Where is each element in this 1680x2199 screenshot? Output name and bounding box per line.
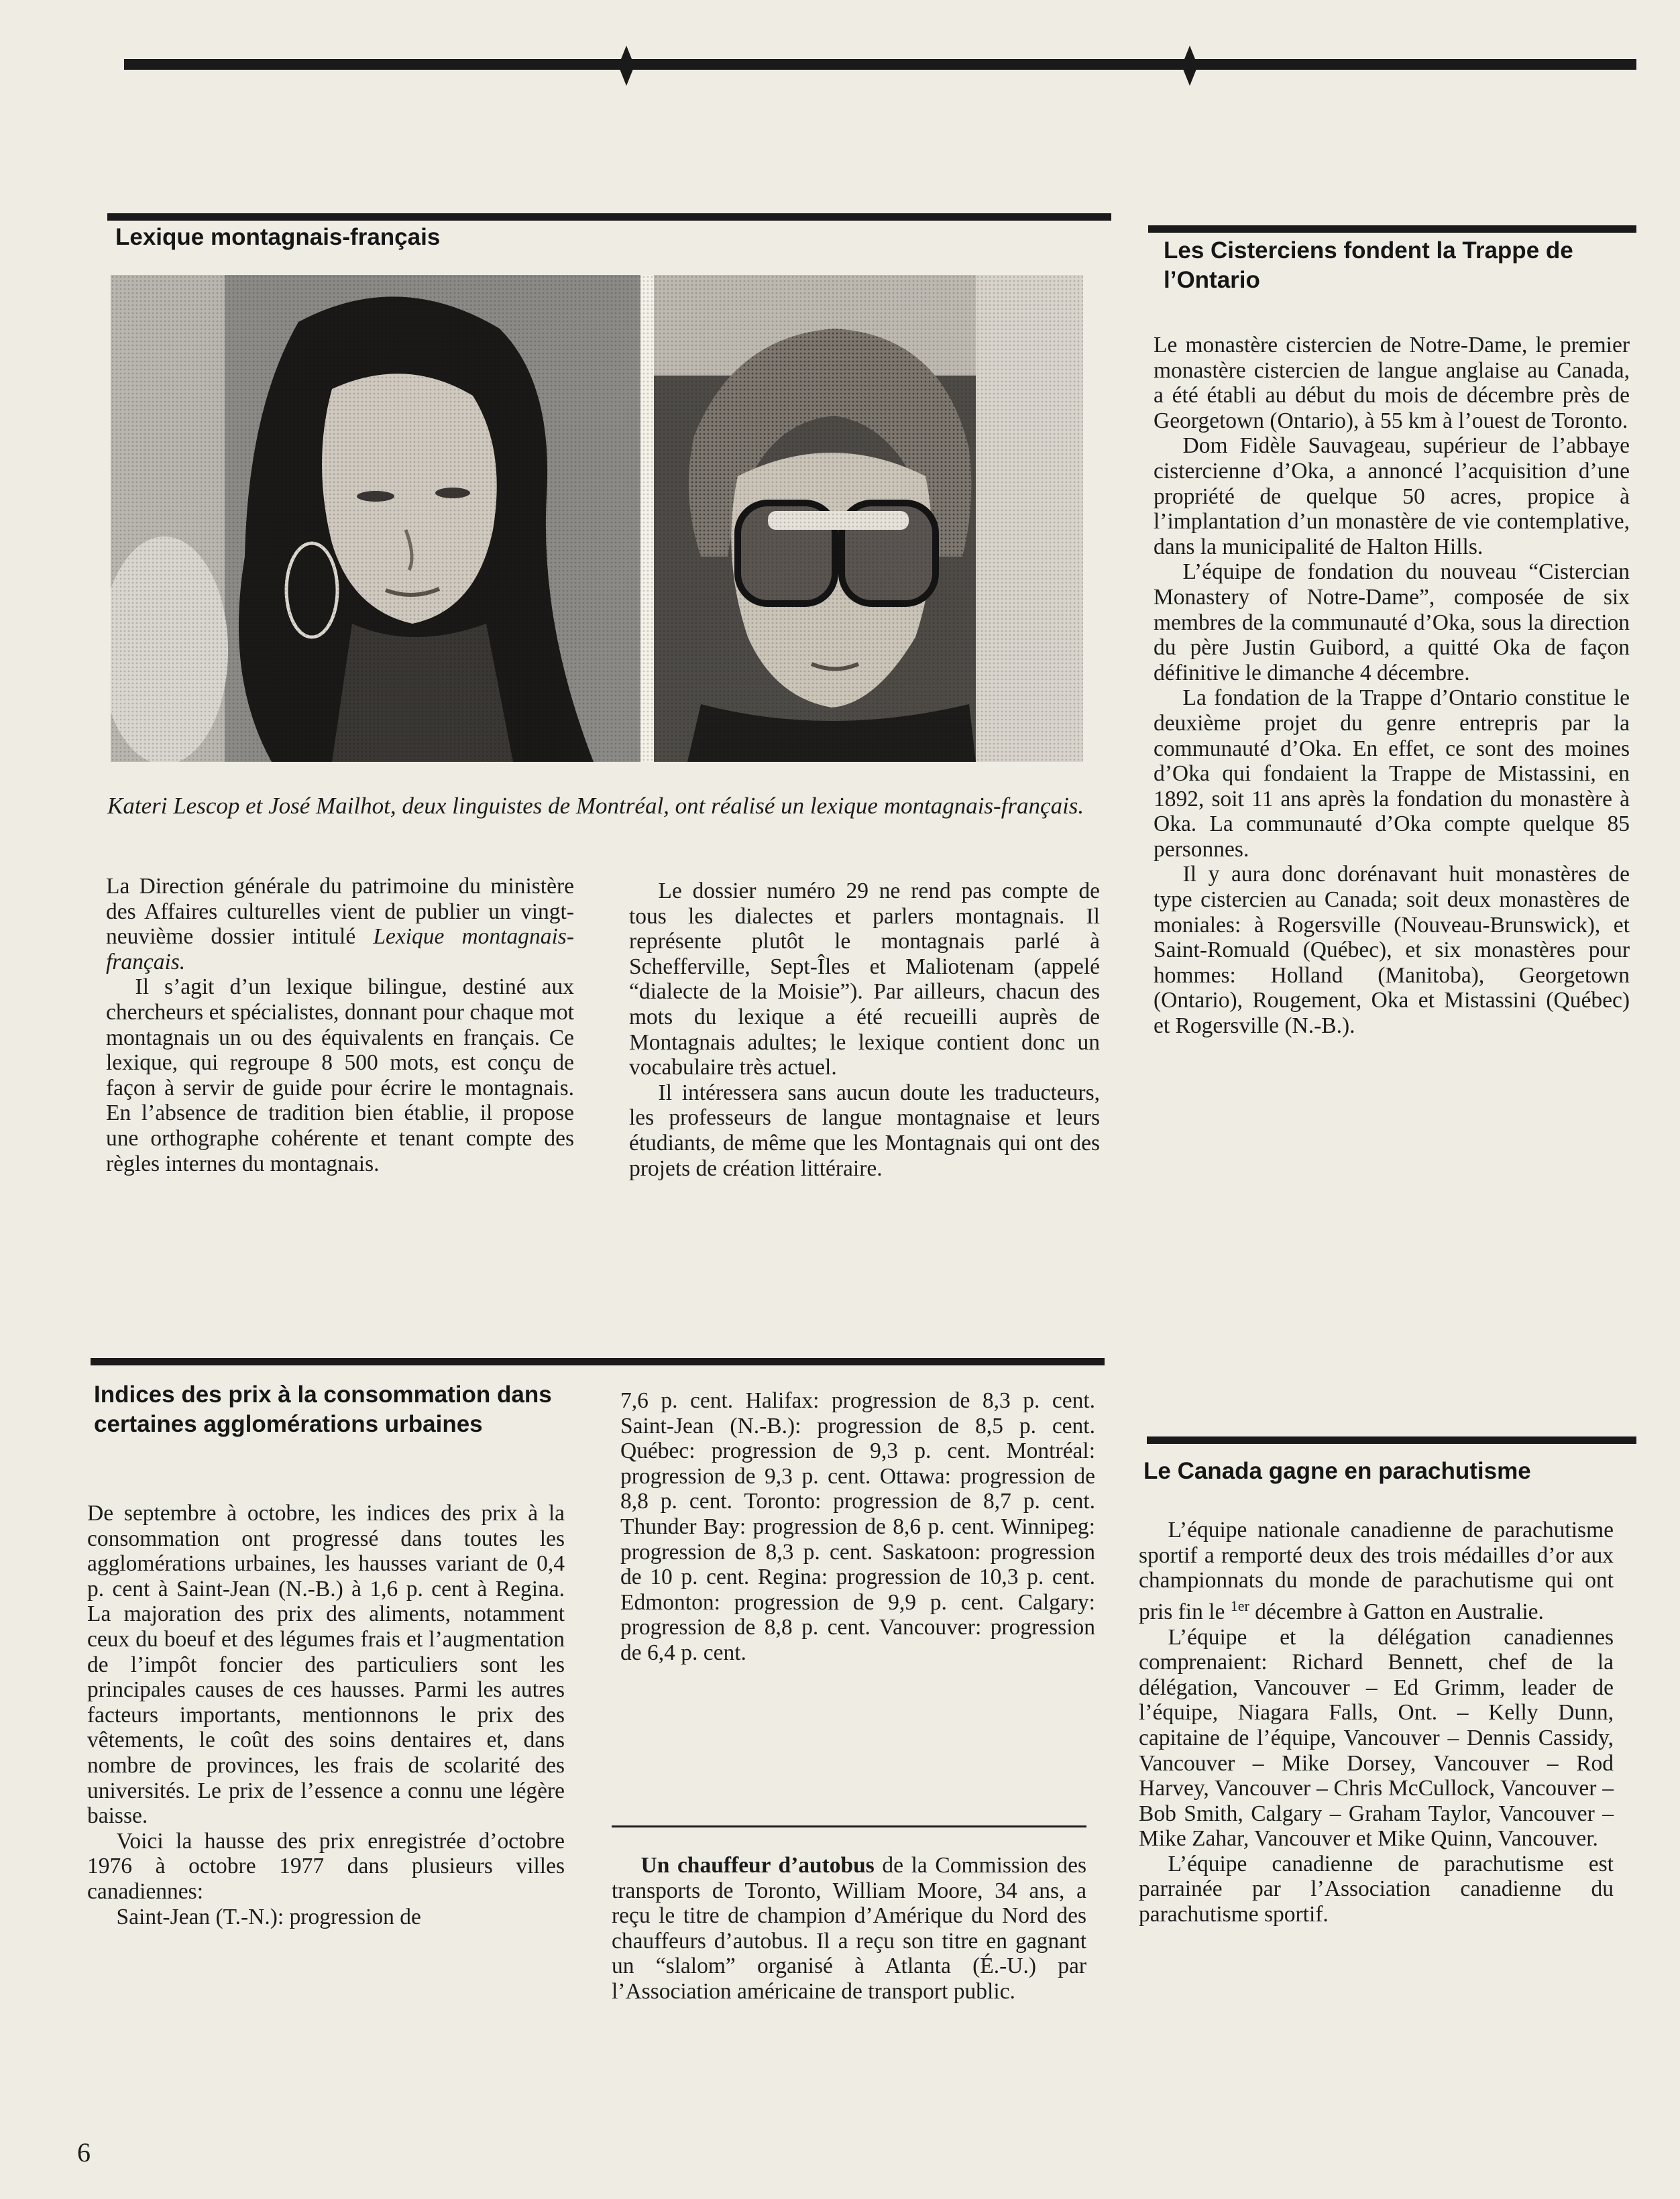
lexique-paragraph-2: Il s’agit d’un lexique bilingue, destiné aux chercheurs et spécialistes, donnant pour chaque mot montagnais un ou des équivalents en français. Ce lexique, qui regroupe 8 500 mots, est conçu de façon à servir de guide pour écrire le montagnais. En l’absence de tradition bien établie, il propose une orthographe cohérente et tenant compte des règles internes du montagnais. bbox=[106, 974, 574, 1176]
parachutisme-paragraph-1-text: L’équipe nationale canadienne de parachutisme sportif a remporté deux des trois médailles d’or aux championnats du monde de parachutisme qui ont pris fin le bbox=[1139, 1518, 1614, 1624]
indices-heading: Indices des prix à la consommation dans certaines agglomérations urbaines bbox=[94, 1382, 552, 1437]
indices-column-1 bbox=[87, 1501, 565, 1929]
cisterciens-paragraph-1: Le monastère cistercien de Notre-Dame, le premier monastère cistercien de langue anglaise au Canada, a été établi au début du mois de décembre près de Georgetown (Ontario), à 55 km à l’ouest de Toronto. bbox=[1154, 333, 1630, 433]
indices-paragraph-1: De septembre à octobre, les indices des prix à la consommation ont progressé dans toutes les agglomérations urbaines, les hausses variant de 0,4 p. cent à Saint-Jean (N.-B.) à 1,6 p. cent à Regina. La majoration des prix des aliments, notamment ceux du boeuf et des légumes frais et l’augmentation de l’impôt foncier des particuliers sont les principales causes de ces hausses. Parmi les autres facteurs importants, mentionnons le prix des vêtements, le coût des soins dentaires et, dans nombre de provinces, les frais de scolarité des universités. Le prix de l’essence a connu une légère baisse. bbox=[87, 1501, 565, 1829]
top-ornament-left bbox=[618, 46, 634, 86]
parachutisme-paragraph-3: L’équipe canadienne de parachutisme est parrainée par l’Association canadienne du parachutisme sportif. bbox=[1139, 1851, 1614, 1927]
cisterciens-paragraph-5: Il y aura donc dorénavant huit monastères de type cistercien au Canada; soit deux monastères de moniales: à Rogersville (Nouveau-Brunswick), et Saint-Romuald (Québec), et six monastères pour hommes: Holland (Manitoba), Georgetown (Ontario), Rougement, Oka et Mistassini (Québec) et Rogersville (N.-B.). bbox=[1154, 862, 1630, 1039]
cisterciens-column bbox=[1154, 333, 1630, 1039]
cisterciens-heading: Les Cisterciens fondent la Trappe de l’Ontario bbox=[1164, 237, 1573, 293]
parachutisme-paragraph-1 bbox=[1139, 1518, 1614, 1625]
chauffeur-lead: Un chauffeur d’autobus bbox=[640, 1853, 875, 1878]
lexique-column-1 bbox=[106, 874, 574, 1176]
lexique-photo bbox=[111, 275, 1083, 762]
indices-paragraph-3: Saint-Jean (T.-N.): progression de bbox=[116, 1904, 421, 1929]
lexique-top-rule bbox=[107, 213, 1111, 221]
lexique-dossier-title: Lexique montagnais-français. bbox=[106, 924, 574, 974]
cisterciens-top-rule bbox=[1148, 225, 1636, 233]
cisterciens-paragraph-4: La fondation de la Trappe d’Ontario constitue le deuxième projet du genre entrepris par la communauté d’Oka. En effet, ce sont des moines d’Oka qui fondaient la Trappe de Mistassini, en 1892, soit 11 ans après la fondation du monastère à Oka. La communauté d’Oka compte quelque 85 personnes. bbox=[1154, 685, 1630, 862]
chauffeur-paragraph bbox=[612, 1853, 1086, 2005]
indices-city-list: 7,6 p. cent. Halifax: progression de 8,3 p. cent. Saint-Jean (N.-B.): progression de 8,5 p. cent. Québec: progression de 9,3 p. cent. Montréal: progression de 9,3 p. cent. Ottawa: progression de 8,8 p. cent. Toronto: progression de 8,7 p. cent. Thunder Bay: progression de 8,6 p. cent. Winnipeg: progression de 8,3 p. cent. Saskatoon: progression de 10 p. cent. Regina: progression de 10,3 p. cent. Edmonton: progression de 9,9 p. cent. Calgary: progression de 8,8 p. cent. Vancouver: progression de 6,4 p. cent. bbox=[620, 1388, 1095, 1665]
photo-illustration bbox=[111, 275, 1083, 762]
parachutisme-top-rule bbox=[1147, 1436, 1636, 1444]
lexique-column-2 bbox=[629, 879, 1100, 1181]
parachutisme-paragraph-2: L’équipe et la délégation canadiennes comprenaient: Richard Bennett, chef de la délégation, Vancouver – Ed Grimm, leader de l’équipe, Niagara Falls, Ont. – Kelly Dunn, capitaine de l’équipe, Vancouver – Dennis Cassidy, Vancouver – Mike Dorsey, Vancouver – Rod Harvey, Vancouver – Chris McCullock, Vancouver – Bob Smith, Calgary – Graham Taylor, Vancouver – Mike Zahar, Vancouver et Mike Quinn, Vancouver. bbox=[1139, 1624, 1614, 1852]
lexique-paragraph-1 bbox=[106, 874, 574, 974]
indices-paragraph-2: Voici la hausse des prix enregistrée d’octobre 1976 à octobre 1977 dans plusieurs villes canadiennes: bbox=[87, 1828, 565, 1904]
lexique-paragraph-1-text: La Direction générale du patrimoine du ministère des Affaires culturelles vient de publier un vingt-neuvième dossier intitulé bbox=[106, 874, 574, 950]
parachutisme-heading: Le Canada gagne en parachutisme bbox=[1143, 1458, 1531, 1484]
chauffeur-column bbox=[612, 1853, 1086, 2005]
top-ornament-right bbox=[1182, 46, 1198, 86]
lexique-heading: Lexique montagnais-français bbox=[115, 224, 441, 250]
top-rule bbox=[124, 59, 1636, 70]
cisterciens-paragraph-2: Dom Fidèle Sauvageau, supérieur de l’abbaye cistercienne d’Oka, a annoncé l’acquisition d’une propriété de quelque 50 acres, propice à l’implantation d’un monastère de vie contemplative, dans la municipalité de Halton Hills. bbox=[1154, 433, 1630, 559]
lexique-paragraph-4: Il intéressera sans aucun doute les traducteurs, les professeurs de langue montagnaise et leurs étudiants, de même que les Montagnais qui ont des projets de création littéraire. bbox=[629, 1080, 1100, 1181]
indices-column-2 bbox=[620, 1388, 1095, 1666]
parachutisme-date-superscript: 1er bbox=[1230, 1597, 1249, 1614]
photo-caption: Kateri Lescop et José Mailhot, deux linguistes de Montréal, ont réalisé un lexique montagnais-français. bbox=[107, 793, 1084, 819]
lexique-paragraph-3: Le dossier numéro 29 ne rend pas compte de tous les dialectes et parlers montagnais. Il représente plutôt le montagnais parlé à Schefferville, Sept-Îles et Maliotenam (appelé “dialecte de la Moisie”). Par ailleurs, chacun des mots du lexique a été recueilli auprès de Montagnais adultes; le lexique contient donc un vocabulaire très actuel. bbox=[629, 879, 1100, 1080]
parachutisme-paragraph-1-end: décembre à Gatton en Australie. bbox=[1249, 1599, 1544, 1624]
chauffeur-top-rule bbox=[612, 1825, 1086, 1827]
parachutisme-column bbox=[1139, 1518, 1614, 1927]
indices-top-rule bbox=[91, 1358, 1105, 1365]
cisterciens-paragraph-3: L’équipe de fondation du nouveau “Cistercian Monastery of Notre-Dame”, composée de six membres de la communauté d’Oka, sous la direction du père Justin Guibord, a quitté Oka de façon définitive le dimanche 4 décembre. bbox=[1154, 559, 1630, 685]
page-number: 6 bbox=[77, 2137, 91, 2167]
chauffeur-text: de la Commission des transports de Toronto, William Moore, 34 ans, a reçu le titre de champion d’Amérique du Nord des chauffeurs d’autobus. Il a reçu son titre en gagnant un “slalom” organisé à Atlanta (É.-U.) par l’Association américaine de transport public. bbox=[612, 1853, 1086, 2004]
